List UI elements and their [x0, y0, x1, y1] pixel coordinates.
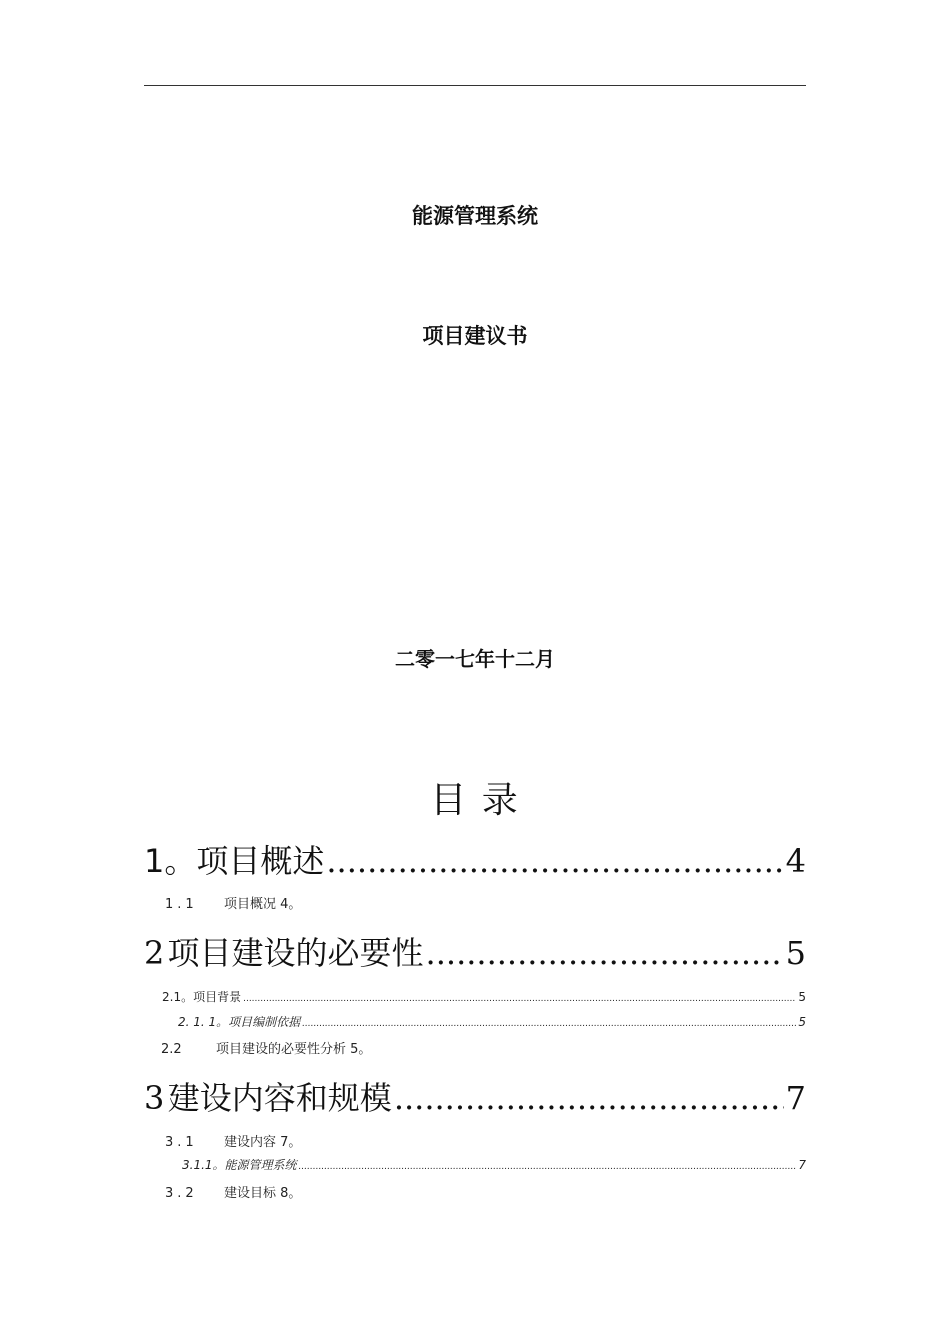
toc-entry-3-1-1[interactable] — [182, 1156, 806, 1173]
toc-leader — [243, 994, 796, 1004]
toc-entry-label: 建设内容 7。 — [223, 1135, 302, 1150]
toc-entry-2-1[interactable] — [162, 988, 806, 1005]
toc-leader — [394, 1079, 784, 1117]
toc-entry-number: 3 — [144, 1079, 165, 1117]
toc-entry-3-2[interactable] — [165, 1182, 301, 1201]
toc-entry-2-1-1[interactable] — [178, 1013, 806, 1030]
toc-entry-2[interactable] — [144, 928, 806, 974]
toc-entry-label: 建设内容和规模 — [167, 1079, 392, 1117]
toc-leader — [302, 1019, 796, 1029]
toc-entry-number: 3.2 — [165, 1186, 198, 1201]
toc-leader — [299, 1162, 797, 1172]
toc-entry-1-1[interactable] — [165, 893, 301, 912]
toc-entry-label: 1。项目概述 — [144, 842, 325, 880]
toc-entry-label: 建设目标 8。 — [223, 1186, 302, 1201]
toc-entry-label: 项目概况 4。 — [223, 897, 302, 912]
document-date: 二零一七年十二月 — [395, 647, 555, 671]
document-subtitle: 项目建议书 — [422, 324, 528, 348]
toc-entry-3-1[interactable] — [165, 1131, 301, 1150]
toc-entry-page: 5 — [785, 934, 806, 972]
toc-entry-page: 7 — [798, 1158, 806, 1172]
header-rule — [144, 85, 806, 86]
toc-entry-number: 3.1 — [165, 1135, 198, 1150]
toc-leader — [426, 934, 784, 972]
toc-entry-page: 4 — [785, 842, 806, 880]
toc-entry-3[interactable] — [144, 1073, 806, 1119]
toc-entry-number: 1.1 — [165, 897, 198, 912]
toc-entry-label: 2.1。项目背景 — [162, 990, 242, 1004]
toc-entry-page: 5 — [798, 1015, 806, 1029]
toc-heading: 目 录 — [430, 780, 520, 821]
toc-entry-label: 项目建设的必要性分析 5。 — [215, 1042, 372, 1057]
document-title: 能源管理系统 — [412, 204, 538, 228]
toc-entry-label: 项目建设的必要性 — [167, 934, 424, 972]
toc-entry-2-2[interactable] — [161, 1038, 371, 1057]
toc-entry-page: 5 — [798, 990, 806, 1004]
toc-entry-label: 2. 1. 1。项目编制依据 — [178, 1015, 301, 1029]
toc-entry-label: 3.1.1。能源管理系统 — [182, 1158, 297, 1172]
toc-entry-page: 7 — [785, 1079, 806, 1117]
toc-leader — [326, 842, 783, 880]
toc-entry-number: 2.2 — [161, 1042, 182, 1057]
toc-entry-1[interactable] — [144, 836, 806, 882]
toc-entry-number: 2 — [144, 934, 165, 972]
